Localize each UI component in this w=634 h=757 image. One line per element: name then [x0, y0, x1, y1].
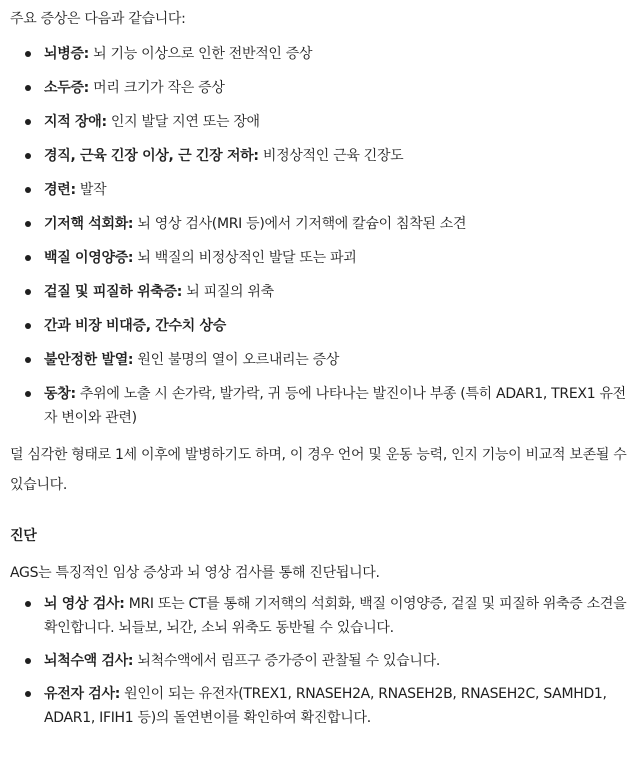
list-item	[10, 592, 628, 640]
list-item	[10, 76, 628, 100]
list-item-desc: MRI 또는 CT를 통해 기저핵의 석회화, 백질 이영양증, 겉질 및 피질하 위축증 소견을 확인합니다. 뇌들보, 뇌간, 소뇌 위축도 동반될 수 있습니다.	[44, 596, 627, 636]
list-item-desc: 인지 발달 지연 또는 장애	[106, 114, 260, 130]
list-item-desc: 뇌 피질의 위축	[182, 284, 274, 300]
list-item-term: 기저핵 석회화:	[44, 216, 134, 232]
list-item-term: 경련:	[44, 182, 76, 198]
list-item-desc: 뇌 기능 이상으로 인한 전반적인 증상	[88, 46, 313, 62]
list-item-desc: 추위에 노출 시 손가락, 발가락, 귀 등에 나타나는 발진이나 부종 (특히 ADAR1, TREX1 유전자 변이와 관련)	[44, 386, 626, 426]
list-item-desc: 발작	[75, 182, 107, 198]
list-item-term: 뇌병증:	[44, 46, 89, 62]
list-item	[10, 348, 628, 372]
list-item-desc: 원인 불명의 열이 오르내리는 증상	[133, 352, 340, 368]
diagnosis-heading: 진단	[10, 528, 37, 544]
list-item	[10, 682, 628, 730]
list-item-term: 뇌 영상 검사:	[44, 596, 125, 612]
diagnosis-intro: AGS는 특징적인 임상 증상과 뇌 영상 검사를 통해 진단됩니다.	[10, 565, 380, 581]
list-item-term: 불안정한 발열:	[44, 352, 134, 368]
diagnosis-list	[10, 592, 628, 730]
list-item-term: 간과 비장 비대증, 간수치 상승	[44, 318, 227, 334]
closing-paragraph: 덜 심각한 형태로 1세 이후에 발병하기도 하며, 이 경우 언어 및 운동 능력, 인지 기능이 비교적 보존될 수 있습니다.	[10, 447, 627, 493]
list-item-desc: 머리 크기가 작은 증상	[88, 80, 225, 96]
list-item-term: 지적 장애:	[44, 114, 107, 130]
list-item-term: 동창:	[44, 386, 76, 402]
list-item	[10, 144, 628, 168]
list-item-desc: 뇌 백질의 비정상적인 발달 또는 파괴	[133, 250, 357, 266]
symptoms-intro: 주요 증상은 다음과 같습니다:	[10, 11, 186, 27]
list-item-desc: 뇌 영상 검사(MRI 등)에서 기저핵에 칼슘이 침착된 소견	[133, 216, 467, 232]
list-item-term: 경직, 근육 긴장 이상, 근 긴장 저하:	[44, 148, 259, 164]
list-item-term: 유전자 검사:	[44, 686, 120, 702]
symptom-list	[10, 42, 628, 430]
list-item-term: 겉질 및 피질하 위축증:	[44, 284, 183, 300]
list-item	[10, 178, 628, 202]
list-item	[10, 212, 628, 236]
list-item	[10, 110, 628, 134]
list-item	[10, 649, 628, 673]
list-item-term: 백질 이영양증:	[44, 250, 134, 266]
list-item-desc: 비정상적인 근육 긴장도	[258, 148, 404, 164]
list-item-desc: 뇌척수액에서 림프구 증가증이 관찰될 수 있습니다.	[133, 653, 440, 669]
list-item	[10, 382, 628, 430]
list-item	[10, 314, 628, 338]
list-item-term: 뇌척수액 검사:	[44, 653, 134, 669]
list-item	[10, 42, 628, 66]
list-item	[10, 246, 628, 270]
list-item	[10, 280, 628, 304]
list-item-desc: 원인이 되는 유전자(TREX1, RNASEH2A, RNASEH2B, RNASEH2C, SAMHD1, ADAR1, IFIH1 등)의 돌연변이를 확인하여 확진합니다.	[44, 686, 607, 726]
list-item-term: 소두증:	[44, 80, 89, 96]
